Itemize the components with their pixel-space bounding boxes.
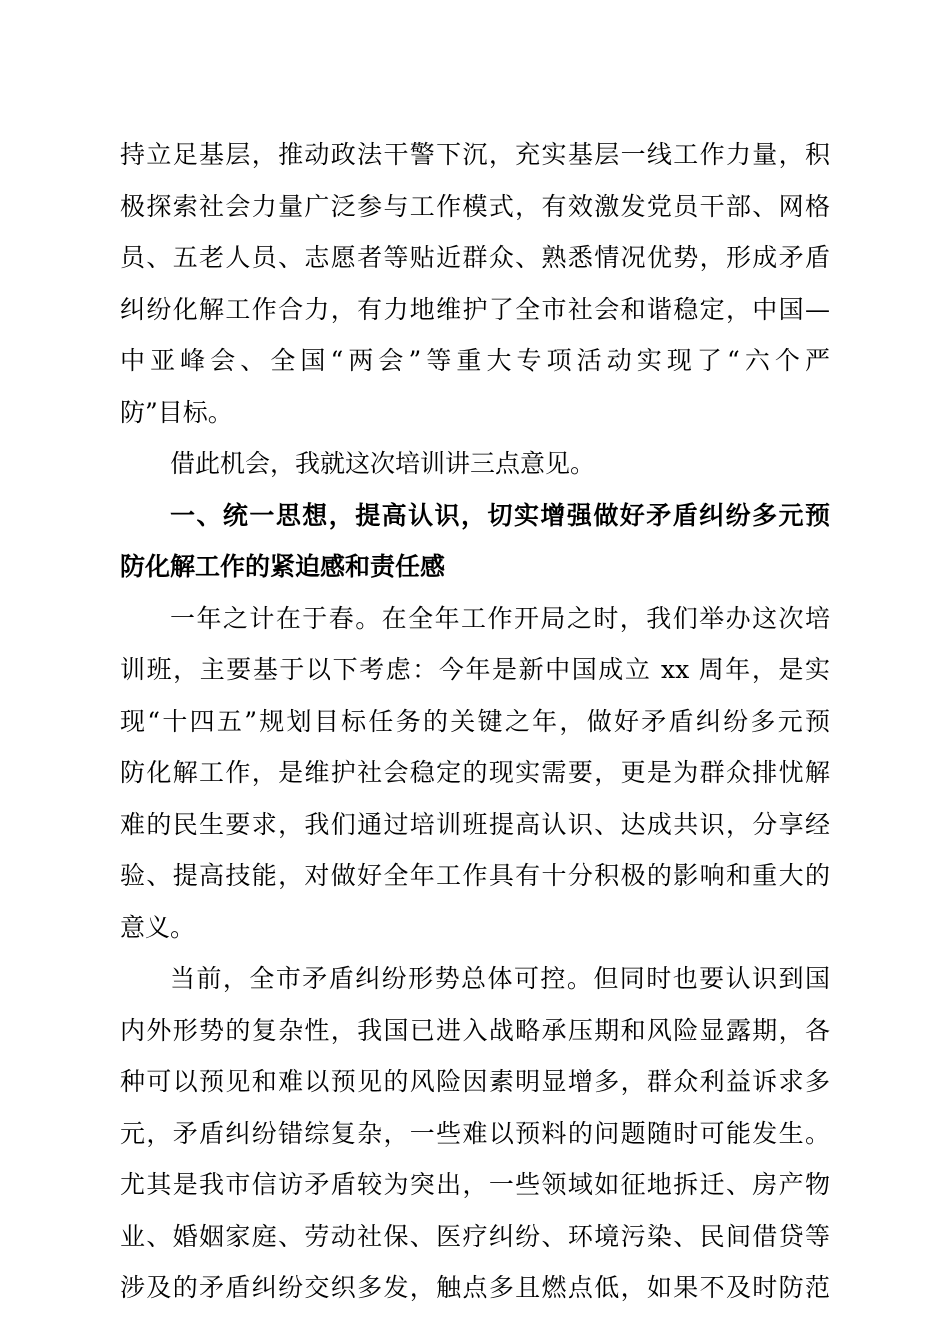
paragraph-line: 持立足基层，推动政法干警下沉，充实基层一线工作力量，积 — [120, 140, 830, 169]
paragraph-line: 验、提高技能，对做好全年工作具有十分积极的影响和重大的 — [120, 861, 830, 890]
paragraph-line: 员、五老人员、志愿者等贴近群众、熟悉情况优势，形成矛盾 — [120, 243, 830, 272]
paragraph-line: 借此机会，我就这次培训讲三点意见。 — [170, 449, 596, 478]
paragraph-line: 涉及的矛盾纠纷交织多发，触点多且燃点低，如果不及时防范 — [120, 1273, 830, 1302]
paragraph-line: 防”目标。 — [120, 398, 233, 427]
paragraph-line: 种可以预见和难以预见的风险因素明显增多，群众利益诉求多 — [120, 1067, 830, 1096]
section-heading-line: 一、统一思想，提高认识，切实增强做好矛盾纠纷多元预 — [170, 501, 830, 530]
paragraph-line: 意义。 — [120, 913, 196, 942]
paragraph-line: 防化解工作，是维护社会稳定的现实需要，更是为群众排忧解 — [120, 758, 830, 787]
paragraph-line: 一年之计在于春。在全年工作开局之时，我们举办这次培 — [170, 604, 830, 633]
paragraph-line: 元，矛盾纠纷错综复杂，一些难以预料的问题随时可能发生。 — [120, 1119, 830, 1148]
paragraph-line: 训班，主要基于以下考虑：今年是新中国成立 xx 周年，是实 — [120, 655, 830, 684]
paragraph-line: 难的民生要求，我们通过培训班提高认识、达成共识，分享经 — [120, 810, 830, 839]
paragraph-line: 当前，全市矛盾纠纷形势总体可控。但同时也要认识到国 — [170, 964, 830, 993]
paragraph-line: 业、婚姻家庭、劳动社保、医疗纠纷、环境污染、民间借贷等 — [120, 1222, 830, 1251]
paragraph-line: 尤其是我市信访矛盾较为突出，一些领域如征地拆迁、房产物 — [120, 1170, 830, 1199]
paragraph-line: 中亚峰会、全国“两会”等重大专项活动实现了“六个严 — [120, 346, 830, 375]
paragraph-line: 内外形势的复杂性，我国已进入战略承压期和风险显露期，各 — [120, 1016, 830, 1045]
section-heading-line: 防化解工作的紧迫感和责任感 — [120, 552, 446, 581]
paragraph-line: 现“十四五”规划目标任务的关键之年，做好矛盾纠纷多元预 — [120, 707, 830, 736]
paragraph-line: 极探索社会力量广泛参与工作模式，有效激发党员干部、网格 — [120, 192, 830, 221]
paragraph-line: 纠纷化解工作合力，有力地维护了全市社会和谐稳定，中国— — [120, 295, 830, 324]
